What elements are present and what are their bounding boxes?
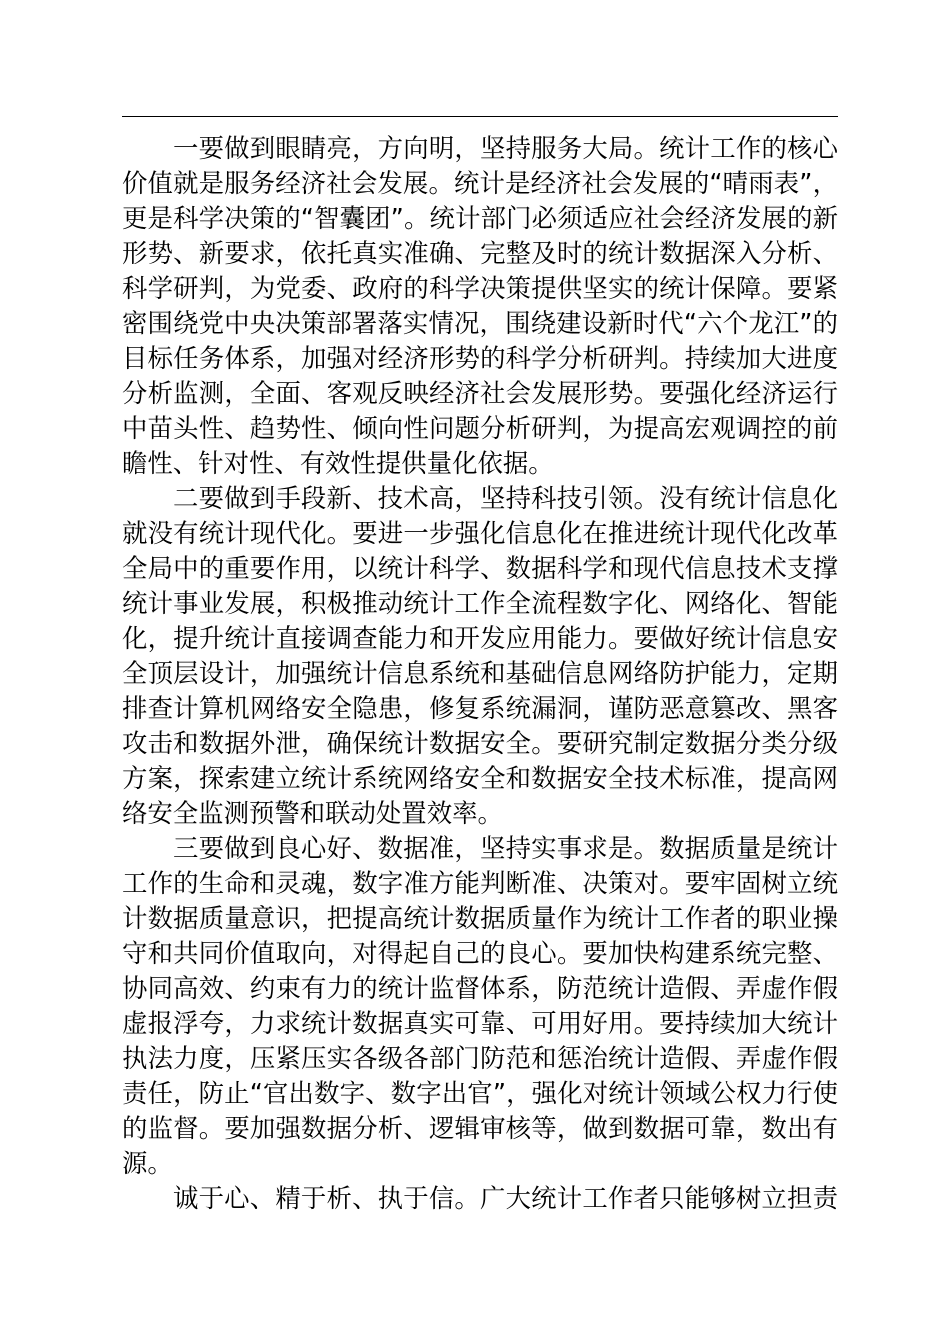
paragraph-line: 瞻性、针对性、有效性提供量化依据。 (122, 448, 554, 478)
paragraph-line: 攻击和数据外泄，确保统计数据安全。要研究制定数据分类分级 (122, 728, 838, 758)
paragraph-line: 计数据质量意识，把提高统计数据质量作为统计工作者的职业操 (122, 903, 838, 933)
paragraph-line: 统计事业发展，积极推动统计工作全流程数字化、网络化、智能 (122, 588, 838, 618)
paragraph-line: 更是科学决策的“智囊团”。统计部门必须适应社会经济发展的新 (122, 203, 838, 233)
paragraph-2 (122, 481, 838, 831)
paragraph-4 (122, 1181, 838, 1216)
paragraph-line: 一要做到眼睛亮，方向明，坚持服务大局。统计工作的核心 (173, 133, 838, 163)
paragraph-line: 二要做到手段新、技术高，坚持科技引领。没有统计信息化 (173, 483, 838, 513)
paragraph-line: 就没有统计现代化。要进一步强化信息化在推进统计现代化改革 (122, 518, 838, 548)
paragraph-line: 的监督。要加强数据分析、逻辑审核等，做到数据可靠，数出有 (122, 1113, 838, 1143)
paragraph-line: 科学研判，为党委、政府的科学决策提供坚实的统计保障。要紧 (122, 273, 838, 303)
paragraph-line: 分析监测，全面、客观反映经济社会发展形势。要强化经济运行 (122, 378, 838, 408)
paragraph-line: 化，提升统计直接调查能力和开发应用能力。要做好统计信息安 (122, 623, 838, 653)
paragraph-line: 目标任务体系，加强对经济形势的科学分析研判。持续加大进度 (122, 343, 838, 373)
paragraph-line: 全局中的重要作用，以统计科学、数据科学和现代信息技术支撑 (122, 553, 838, 583)
paragraph-line: 络安全监测预警和联动处置效率。 (122, 798, 503, 828)
paragraph-line: 方案，探索建立统计系统网络安全和数据安全技术标准，提高网 (122, 763, 838, 793)
header-rule (122, 116, 838, 117)
document-body (122, 131, 838, 1216)
paragraph-line: 中苗头性、趋势性、倾向性问题分析研判，为提高宏观调控的前 (122, 413, 838, 443)
paragraph-line: 责任，防止“官出数字、数字出官”，强化对统计领域公权力行使 (122, 1078, 838, 1108)
paragraph-line: 诚于心、精于析、执于信。广大统计工作者只能够树立担责 (173, 1183, 838, 1213)
paragraph-3 (122, 831, 838, 1181)
paragraph-line: 排查计算机网络安全隐患，修复系统漏洞，谨防恶意篡改、黑客 (122, 693, 838, 723)
paragraph-line: 源。 (122, 1148, 173, 1178)
paragraph-1 (122, 131, 838, 481)
paragraph-line: 三要做到良心好、数据准，坚持实事求是。数据质量是统计 (173, 833, 838, 863)
paragraph-line: 密围绕党中央决策部署落实情况，围绕建设新时代“六个龙江”的 (122, 308, 838, 338)
paragraph-line: 全顶层设计，加强统计信息系统和基础信息网络防护能力，定期 (122, 658, 838, 688)
paragraph-line: 形势、新要求，依托真实准确、完整及时的统计数据深入分析、 (122, 238, 838, 268)
paragraph-line: 工作的生命和灵魂，数字准方能判断准、决策对。要牢固树立统 (122, 868, 838, 898)
paragraph-line: 价值就是服务经济社会发展。统计是经济社会发展的“晴雨表”， (122, 168, 838, 198)
paragraph-line: 协同高效、约束有力的统计监督体系，防范统计造假、弄虚作假 (122, 973, 838, 1003)
paragraph-line: 执法力度，压紧压实各级各部门防范和惩治统计造假、弄虚作假 (122, 1043, 838, 1073)
paragraph-line: 虚报浮夸，力求统计数据真实可靠、可用好用。要持续加大统计 (122, 1008, 838, 1038)
paragraph-line: 守和共同价值取向，对得起自己的良心。要加快构建系统完整、 (122, 938, 838, 968)
